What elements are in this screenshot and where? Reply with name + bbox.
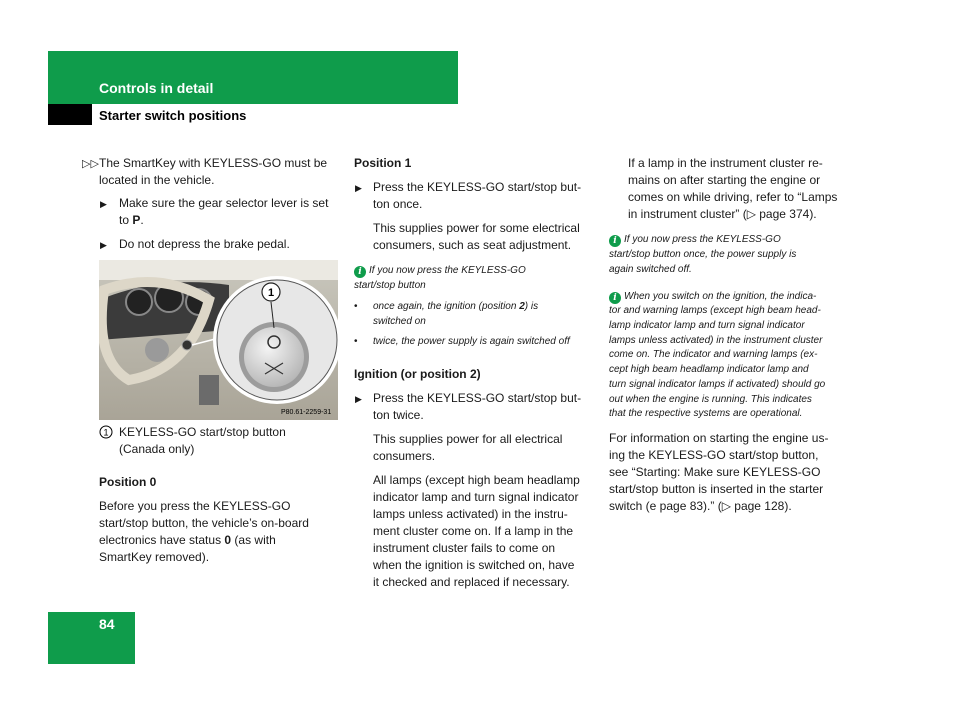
position-0-line-3: electronics have status 0 (as with <box>99 533 276 547</box>
note-3-line: lamp indicator lamp and turn signal indicator <box>609 320 805 331</box>
ignition-heading: Ignition (or position 2) <box>354 367 481 381</box>
callout-1-icon <box>99 425 113 439</box>
note-bullet-icon: • <box>354 301 358 312</box>
note-3-line: tor and warning lamps (except high beam head- <box>609 305 821 316</box>
starting-info-line: see “Starting: Make sure KEYLESS-GO <box>609 465 821 479</box>
starting-info-line: For information on starting the engine us- <box>609 431 829 445</box>
note-3-line: lamps unless activated) in the instrument cluster <box>609 335 823 346</box>
callout-number: 1 <box>267 287 275 299</box>
note-1-bullet-2: twice, the power supply is again switched off <box>373 336 570 347</box>
lamps-line: instrument cluster fails to come on <box>373 541 556 555</box>
note-1-line-2: start/stop button <box>354 280 426 291</box>
lamp-note-line: If a lamp in the instrument cluster re- <box>628 156 823 170</box>
lamps-line: ment cluster come on. If a lamp in the <box>373 524 574 538</box>
lamps-line: lamps unless activated) in the instru- <box>373 507 568 521</box>
position-1-supply-line-2: consumers, such as seat adjustment. <box>373 238 572 252</box>
lamp-note-line: mains on after starting the engine or <box>628 173 821 187</box>
note-3-line: come on. The indicator and warning lamps (ex- <box>609 349 818 360</box>
ignition-supply-line-1: This supplies power for all electrical <box>373 432 563 446</box>
info-icon: i <box>609 235 621 247</box>
intro-line-2: located in the vehicle. <box>99 173 215 187</box>
note-3-line: out when the engine is running. This indicates <box>609 394 812 405</box>
position-1-heading: Position 1 <box>354 156 412 170</box>
page-number: 84 <box>99 616 115 632</box>
position-0-line-1: Before you press the KEYLESS-GO <box>99 499 291 513</box>
info-icon: i <box>354 266 366 278</box>
lamps-line: when the ignition is switched on, have <box>373 558 575 572</box>
note-3-line: that the respective systems are operational. <box>609 408 803 419</box>
note-1-bullet-1-line-1: once again, the ignition (position 2) is <box>373 301 539 312</box>
note-2-line: start/stop button once, the power supply is <box>609 249 797 260</box>
step-bullet-icon: ▶ <box>100 240 107 250</box>
note-bullet-icon: • <box>354 336 358 347</box>
ignition-supply-line-2: consumers. <box>373 449 436 463</box>
starting-info-line: switch (e page 83).” (▷ page 128). <box>609 499 792 513</box>
position-1-step-line-1: Press the KEYLESS-GO start/stop but- <box>373 180 582 194</box>
position-0-heading: Position 0 <box>99 475 157 489</box>
page-number-box <box>48 612 135 664</box>
step-gear-line-2: to P. <box>119 213 144 227</box>
caption-line-1: KEYLESS-GO start/stop button <box>119 425 286 439</box>
starting-info-line: start/stop button is inserted in the starter <box>609 482 824 496</box>
svg-text:1: 1 <box>103 427 109 438</box>
position-0-line-2: start/stop button, the vehicle’s on-board <box>99 516 309 530</box>
continued-marker: ▷▷ <box>82 158 99 170</box>
step-bullet-icon: ▶ <box>355 183 362 193</box>
dashboard-photo <box>99 260 338 420</box>
step-bullet-icon: ▶ <box>100 199 107 209</box>
info-icon: i <box>609 292 621 304</box>
section-title: Controls in detail <box>99 80 214 96</box>
step-bullet-icon: ▶ <box>355 394 362 404</box>
caption-line-2: (Canada only) <box>119 442 195 456</box>
section-marker <box>48 104 92 125</box>
image-code: P80.61-2259-31 <box>281 409 332 416</box>
subsection-title: Starter switch positions <box>99 108 247 123</box>
note-1-bullet-1-line-2: switched on <box>373 316 426 327</box>
position-0-line-4: SmartKey removed). <box>99 550 210 564</box>
lamps-line: indicator lamp and turn signal indicator <box>373 490 579 504</box>
starting-info-line: ing the KEYLESS-GO start/stop button, <box>609 448 819 462</box>
note-2-line: i If you now press the KEYLESS-GO <box>609 232 781 247</box>
note-3-line: turn signal indicator lamps if activated) should go <box>609 379 826 390</box>
ignition-step-line-2: ton twice. <box>373 408 424 422</box>
lamps-line: All lamps (except high beam headlamp <box>373 473 580 487</box>
step-gear-line-1: Make sure the gear selector lever is set <box>119 196 329 210</box>
lamps-line: it checked and replaced if necessary. <box>373 575 570 589</box>
header-bar <box>48 51 458 104</box>
note-3-line: i When you switch on the ignition, the indica- <box>609 289 816 304</box>
intro-line-1: The SmartKey with KEYLESS-GO must be <box>99 156 328 170</box>
lamp-note-line: comes on while driving, refer to “Lamps <box>628 190 838 204</box>
step-brake: Do not depress the brake pedal. <box>119 237 290 251</box>
position-1-step-line-2: ton once. <box>373 197 423 211</box>
note-2-line: again switched off. <box>609 264 692 275</box>
ignition-step-line-1: Press the KEYLESS-GO start/stop but- <box>373 391 582 405</box>
note-1-line-1: i If you now press the KEYLESS-GO <box>354 263 526 278</box>
note-3-line: cept high beam headlamp indicator lamp and <box>609 364 809 375</box>
lamp-note-line: in instrument cluster” (▷ page 374). <box>628 207 817 221</box>
position-1-supply-line-1: This supplies power for some electrical <box>373 221 580 235</box>
